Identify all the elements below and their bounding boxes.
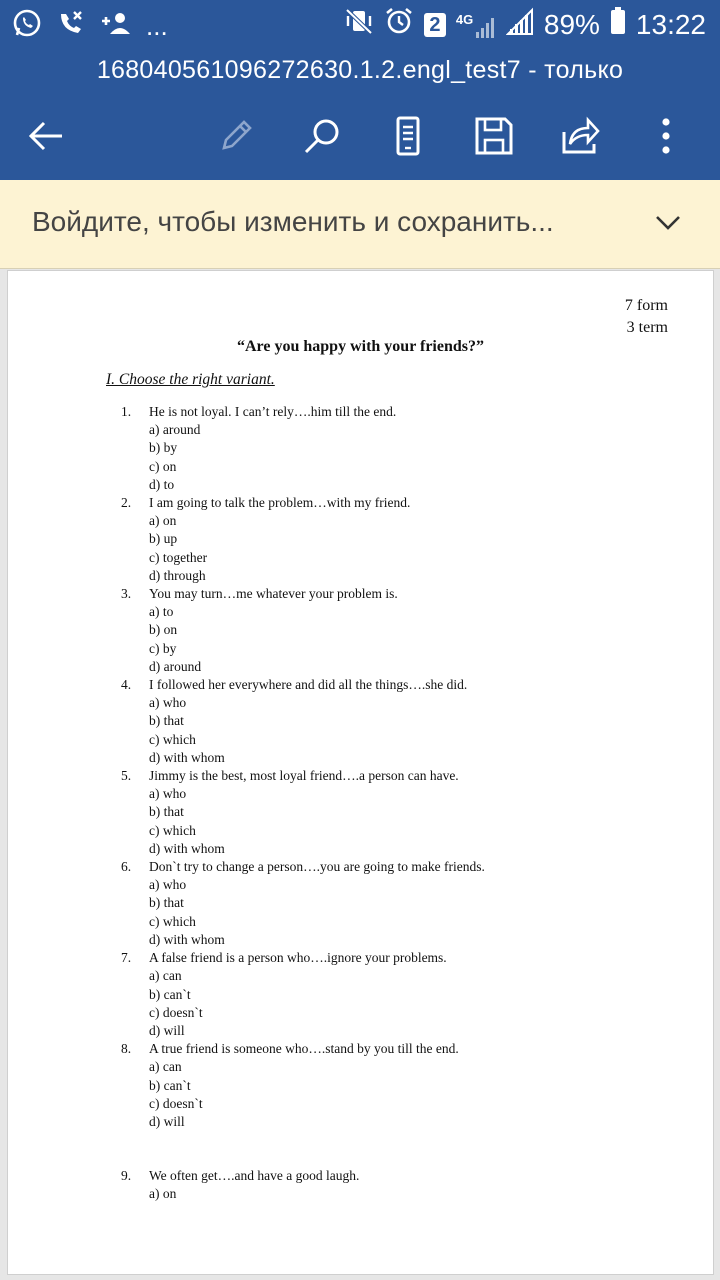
- answer-option: d) will: [149, 1022, 185, 1038]
- edit-button[interactable]: [210, 110, 262, 162]
- term-label: 3 term: [626, 319, 668, 336]
- form-meta: [625, 295, 668, 339]
- expand-banner-button[interactable]: [654, 208, 682, 241]
- question-number: 1.: [121, 404, 132, 419]
- document-title: 16804056109627263​0.1.2.engl_test7 - только: [0, 48, 720, 92]
- answer-option: b) can`t: [149, 1077, 191, 1093]
- answer-option: a) who: [149, 695, 187, 711]
- answer-option: c) on: [149, 458, 177, 474]
- answer-option: c) which: [149, 822, 196, 838]
- mobile-view-icon: [386, 114, 430, 158]
- signal-strength-icon: [506, 6, 534, 43]
- question-text: A true friend is someone who….stand by you till the end.: [149, 1041, 459, 1057]
- answer-option: d) around: [149, 658, 202, 674]
- answer-option: b) by: [149, 440, 178, 456]
- question-6: [121, 858, 485, 949]
- section-heading: I. Choose the right variant.: [106, 371, 275, 388]
- share-button[interactable]: [554, 110, 606, 162]
- answer-option: c) which: [149, 913, 196, 929]
- save-button[interactable]: [468, 110, 520, 162]
- question-2: [121, 494, 485, 585]
- sim-badge: [424, 13, 446, 37]
- question-text: Jimmy is the best, most loyal friend….a person can have.: [149, 768, 459, 784]
- answer-option: a) who: [149, 786, 187, 802]
- question-number: 2.: [121, 495, 132, 511]
- question-3: [121, 585, 485, 676]
- question-number: 7.: [121, 950, 132, 966]
- question-9: [121, 1167, 485, 1203]
- answer-option: b) that: [149, 804, 184, 820]
- search-icon: [300, 114, 344, 158]
- answer-option: c) which: [149, 731, 196, 747]
- answer-option: d) to: [149, 476, 175, 492]
- answer-option: a) can: [149, 968, 182, 984]
- battery-icon: [610, 6, 626, 43]
- question-8: [121, 1040, 485, 1131]
- more-options-button[interactable]: [640, 110, 692, 162]
- arrow-left-icon: [24, 114, 68, 158]
- answer-option: b) that: [149, 713, 184, 729]
- search-button[interactable]: [296, 110, 348, 162]
- answer-option: c) by: [149, 640, 177, 656]
- answer-option: c) doesn`t: [149, 1004, 203, 1020]
- answer-option: b) that: [149, 895, 184, 911]
- question-text: I am going to talk the problem…with my friend.: [149, 495, 411, 511]
- question-number: 9.: [121, 1168, 132, 1184]
- document-page[interactable]: [7, 270, 714, 1275]
- answer-option: a) to: [149, 604, 174, 620]
- clock: 13:22: [635, 8, 706, 40]
- question-1: [121, 403, 485, 494]
- question-7: [121, 949, 485, 1040]
- question-number: 3.: [121, 586, 132, 602]
- answer-option: a) on: [149, 513, 177, 529]
- answer-option: d) with whom: [149, 840, 225, 856]
- question-text: You may turn…me whatever your problem is.: [149, 586, 398, 602]
- question-text: We often get….and have a good laugh.: [149, 1168, 360, 1184]
- answer-option: d) will: [149, 1113, 185, 1129]
- question-4: [121, 676, 485, 767]
- pencil-icon: [214, 114, 258, 158]
- question-number: 5.: [121, 768, 132, 784]
- question-text: I followed her everywhere and did all the things….she did.: [149, 677, 468, 693]
- sign-in-banner-text: Войдите, чтобы изменить и сохранить...: [32, 206, 554, 237]
- question-text: Don`t try to change a person….you are going to make friends.: [149, 859, 485, 875]
- answer-option: a) on: [149, 1186, 177, 1202]
- answer-option: c) together: [149, 549, 208, 565]
- chevron-down-icon: [654, 208, 682, 236]
- battery-percent: 89%: [543, 8, 600, 40]
- form-label: 7 form: [624, 297, 668, 314]
- whatsapp-icon: [12, 8, 42, 43]
- vibrate-mute-icon: [344, 6, 374, 43]
- question-5: [121, 767, 485, 858]
- answer-option: a) who: [149, 877, 187, 893]
- back-button[interactable]: [20, 110, 72, 162]
- question-text: A false friend is a person who….ignore your problems.: [149, 950, 447, 966]
- more-notifications: ...: [146, 10, 168, 41]
- question-number: 4.: [121, 677, 132, 693]
- sign-in-banner[interactable]: [0, 180, 720, 269]
- add-contact-icon: [100, 8, 132, 43]
- network-type: 4G: [455, 11, 474, 27]
- question-text: He is not loyal. I can’t rely….him till the end.: [149, 404, 397, 419]
- answer-option: b) up: [149, 531, 178, 547]
- status-bar: [0, 0, 720, 48]
- answer-option: d) through: [149, 567, 206, 583]
- answer-option: a) around: [149, 422, 201, 438]
- answer-option: d) with whom: [149, 749, 225, 765]
- missed-call-icon: [56, 8, 86, 43]
- kebab-menu-icon: [644, 114, 688, 158]
- save-icon: [472, 114, 516, 158]
- answer-option: c) doesn`t: [149, 1095, 203, 1111]
- answer-option: b) can`t: [149, 986, 191, 1002]
- network-signal-icon: [456, 10, 496, 40]
- alarm-icon: [384, 6, 414, 43]
- mobile-view-button[interactable]: [382, 110, 434, 162]
- sim-badge-label: 2: [429, 13, 441, 36]
- question-list: [121, 403, 485, 1204]
- question-number: 6.: [121, 859, 132, 875]
- test-title: “Are you happy with your friends?”: [237, 338, 484, 355]
- answer-option: a) can: [149, 1059, 182, 1075]
- answer-option: b) on: [149, 622, 178, 638]
- toolbar: [0, 92, 720, 180]
- share-icon: [558, 114, 602, 158]
- question-number: 8.: [121, 1041, 132, 1057]
- answer-option: d) with whom: [149, 931, 225, 947]
